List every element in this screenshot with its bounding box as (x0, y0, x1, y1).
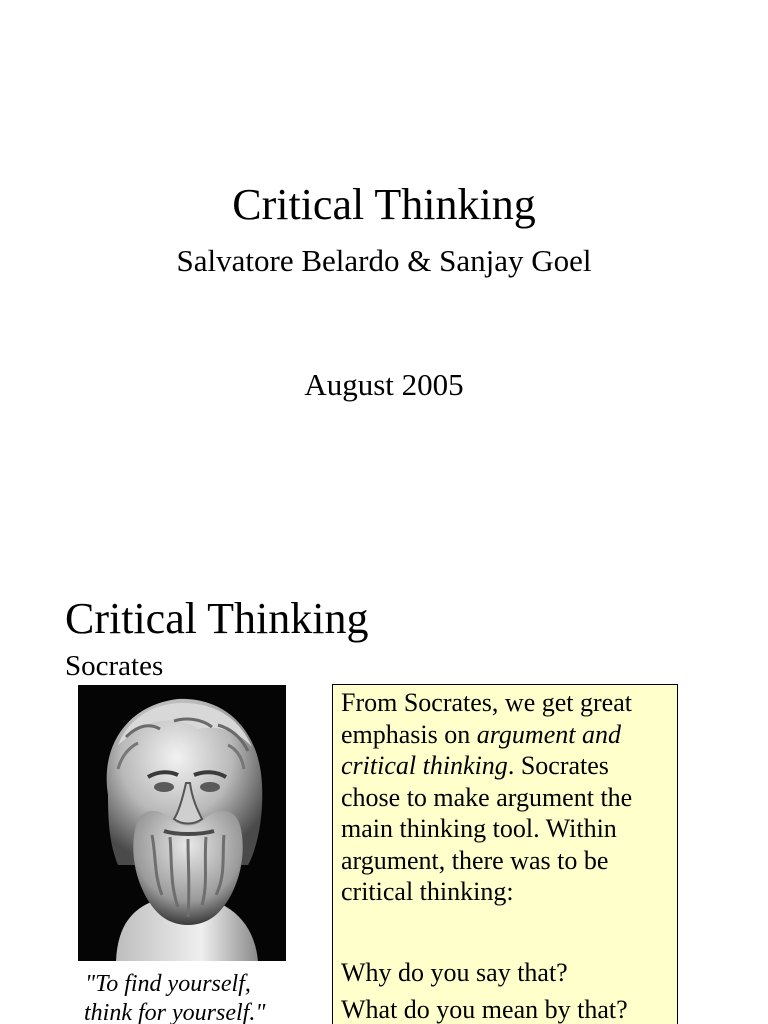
presentation-title: Critical Thinking (232, 180, 536, 229)
socrates-text-box (332, 684, 678, 1024)
presentation-authors: Salvatore Belardo & Sanjay Goel (176, 243, 592, 278)
question-1: Why do you say that? (341, 957, 568, 987)
intro-text-start: From Socrates, we get great emphasis on (341, 688, 632, 749)
intro-text-end: . Socrates chose to make argument the main thinking tool. Within argument, there was to be critical thinking: (341, 751, 633, 906)
socrates-slide (0, 560, 768, 1024)
socrates-bust-drawing (78, 685, 286, 961)
quote-line-2: think for yourself." (84, 1000, 266, 1024)
quote-line-1: "To find yourself, (85, 971, 251, 997)
slide-title: Critical Thinking (65, 594, 369, 643)
presentation-date: August 2005 (304, 367, 464, 402)
socrates-bust-image (78, 685, 286, 961)
intro-text-emphasis: argument and critical thinking (341, 719, 621, 780)
slide-subtitle: Socrates (65, 650, 164, 682)
socrates-quote (78, 970, 298, 1024)
intro-paragraph (341, 687, 669, 908)
question-2: What do you mean by that? (341, 994, 628, 1024)
